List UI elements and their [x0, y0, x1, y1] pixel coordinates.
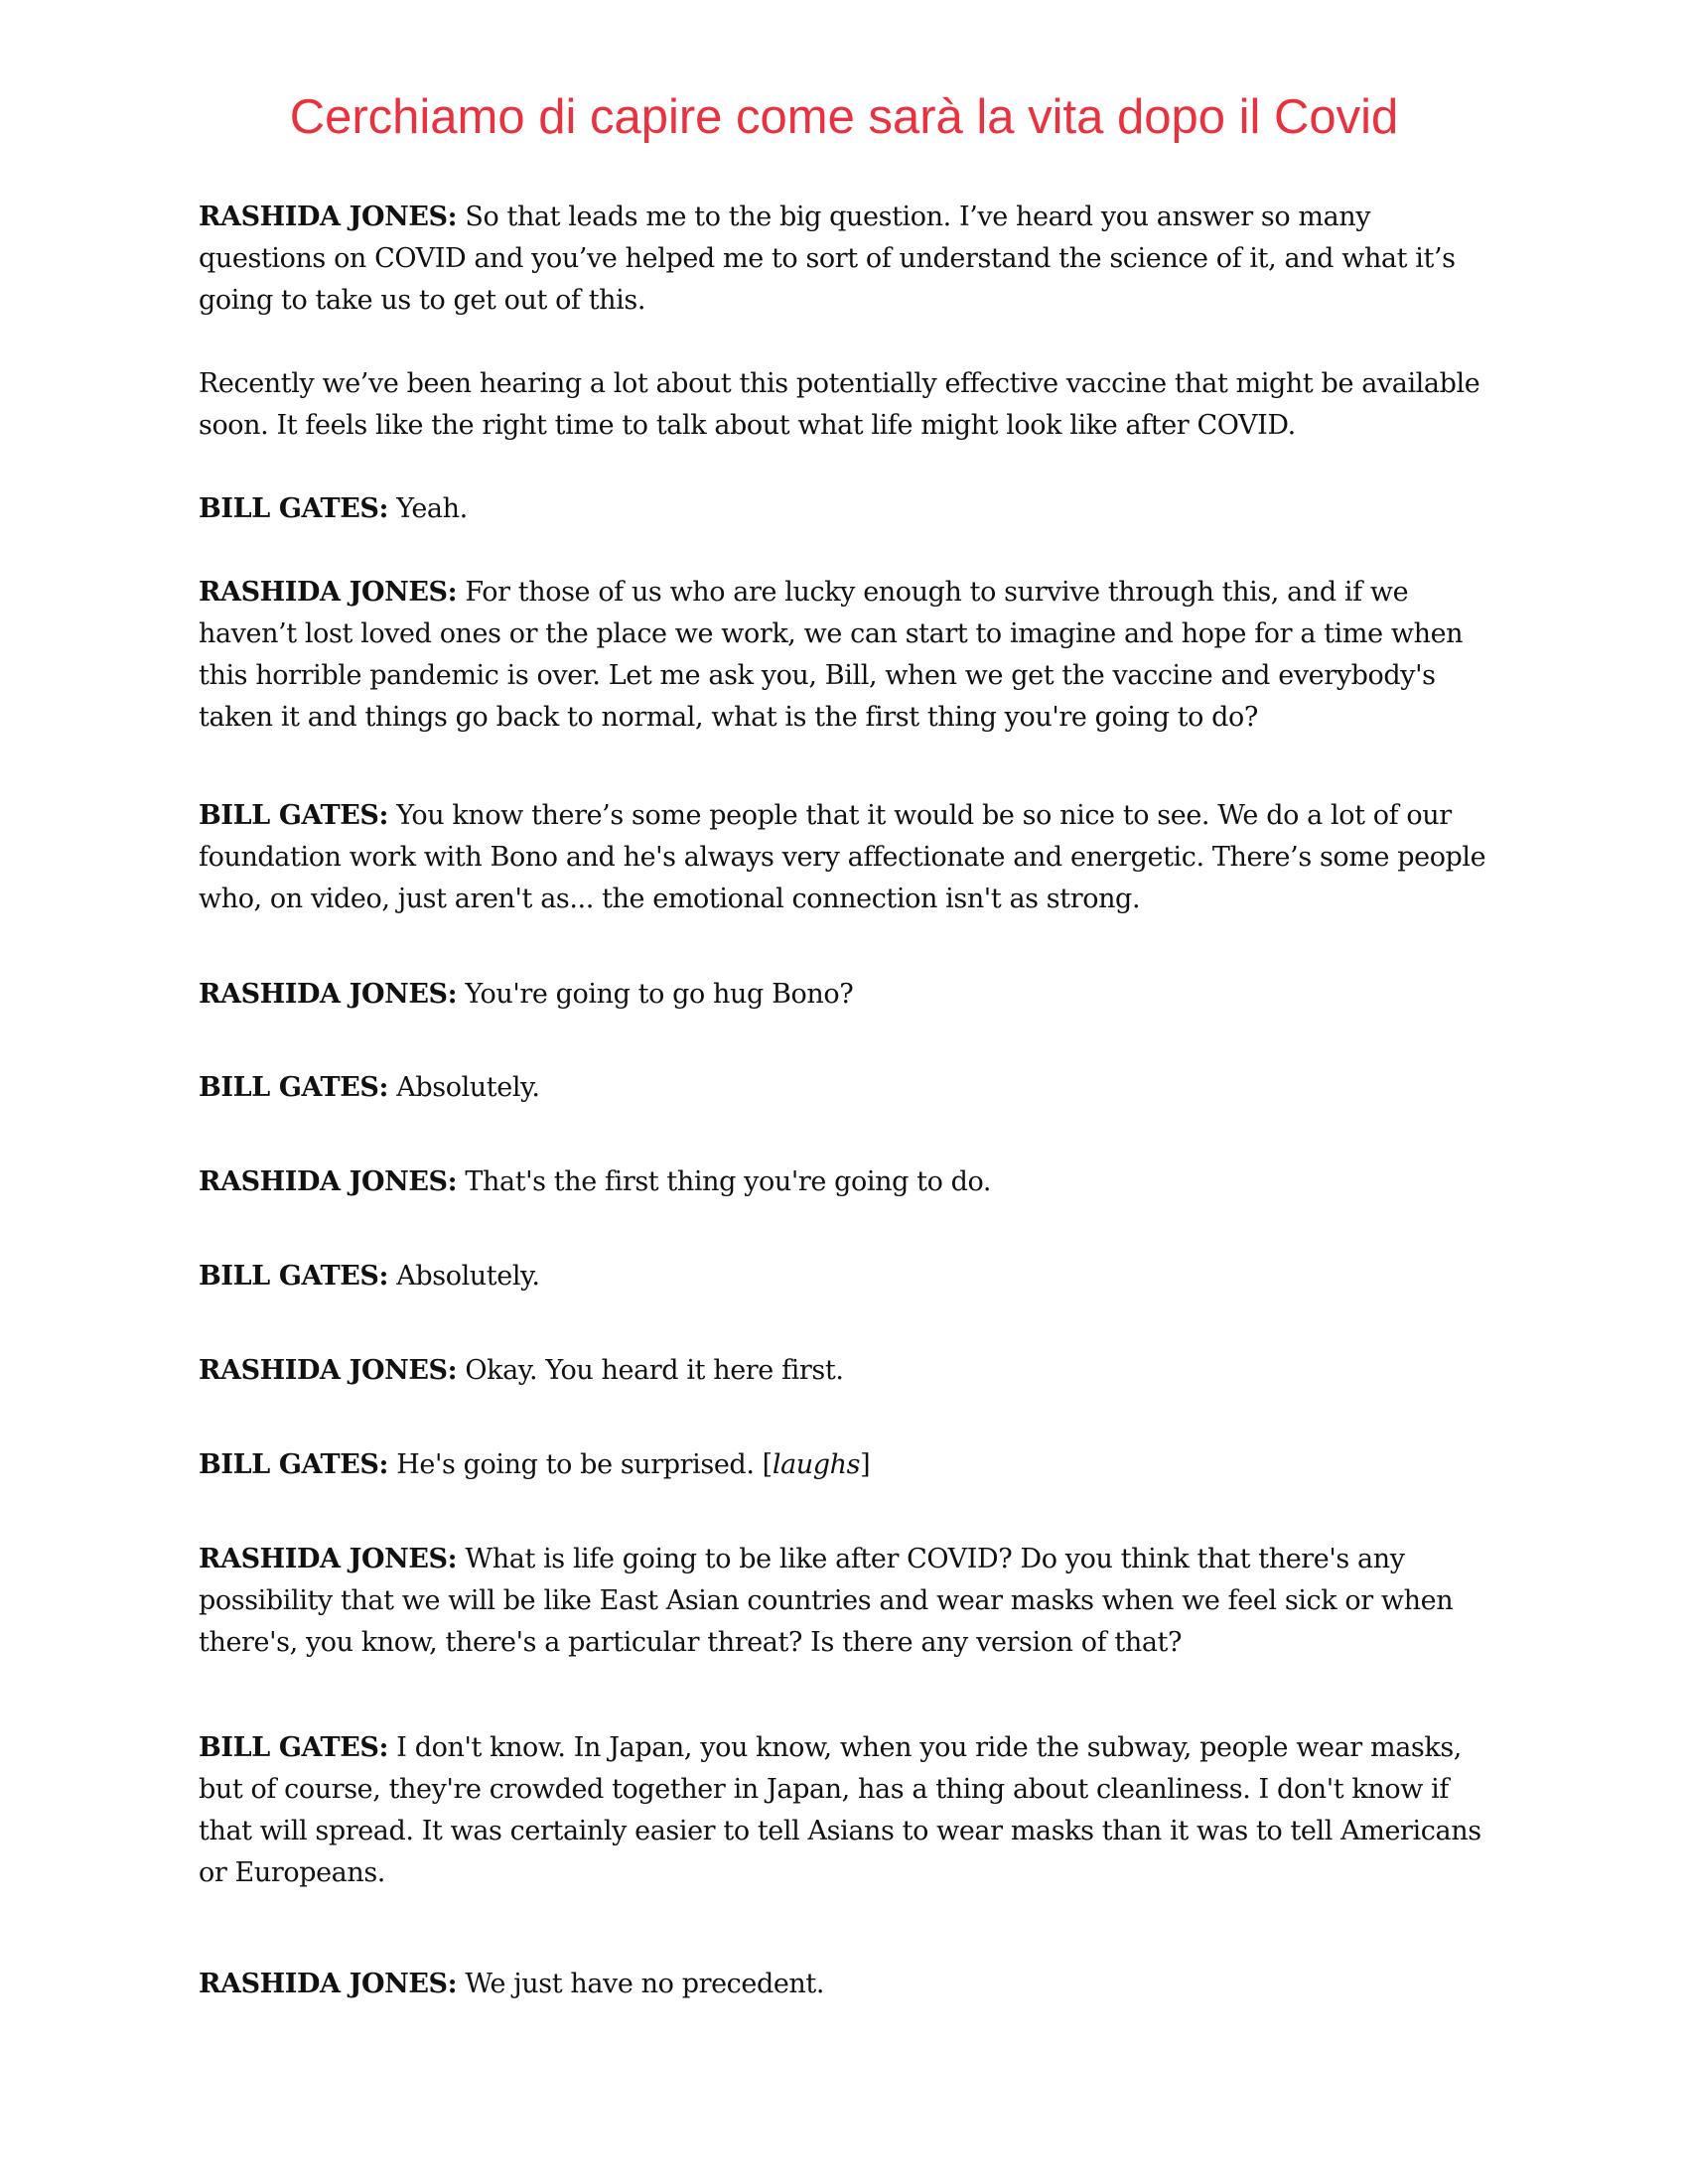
page-title: Cerchiamo di capire come sarà la vita dopo il Covid [289, 90, 1399, 144]
stage-direction: laughs [772, 1449, 861, 1480]
transcript-paragraph [199, 1067, 1489, 1109]
speaker-name: RASHIDA JONES: [199, 577, 458, 608]
transcript-paragraph [199, 1539, 1489, 1664]
transcript-paragraph [199, 1964, 1489, 2005]
speech-text: For those of us who are lucky enough to survive through this, and if we haven’t lost loved ones or the place we work, we can start to imagine and hope for a time when this horrible pandemic is over. Let me ask you, Bill, when we get the vaccine and everybody's taken it and things go back to normal, what is the first thing you're going to do? [199, 577, 1464, 733]
speaker-name: RASHIDA JONES: [199, 1166, 458, 1197]
speaker-name: BILL GATES: [199, 1449, 389, 1480]
speech-text: Absolutely. [388, 1261, 540, 1292]
speech-text: Absolutely. [388, 1072, 540, 1103]
speech-text: We just have no precedent. [457, 1969, 825, 1999]
speech-text: He's going to be surprised. [ [388, 1449, 773, 1480]
speaker-name: BILL GATES: [199, 1732, 389, 1763]
transcript-paragraph [199, 1256, 1489, 1297]
speech-text: Recently we’ve been hearing a lot about this potentially effective vaccine that might be available soon. It feels like the right time to talk about what life might look like after COVID. [199, 368, 1480, 441]
speaker-name: BILL GATES: [199, 493, 389, 524]
speaker-name: RASHIDA JONES: [199, 979, 458, 1010]
speech-text: You know there’s some people that it would be so nice to see. We do a lot of our foundation work with Bono and he's always very affectionate and energetic. There’s some people who, on video, just aren't as... the emotional connection isn't as strong. [199, 800, 1486, 914]
speaker-name: RASHIDA JONES: [199, 1544, 458, 1574]
transcript-paragraph [199, 1727, 1489, 1894]
transcript-paragraph [199, 795, 1489, 920]
transcript-paragraph [199, 1350, 1489, 1392]
speech-text-end: ] [860, 1449, 871, 1480]
speech-text: So that leads me to the big question. I’ve heard you answer so many questions on COVID and you’ve helped me to sort of understand the science of it, and what it’s going to take us to get out of this. [199, 202, 1456, 316]
transcript-paragraph [199, 572, 1489, 739]
transcript-paragraph [199, 974, 1489, 1016]
transcript-paragraph [199, 363, 1489, 447]
speaker-name: BILL GATES: [199, 800, 389, 831]
transcript-paragraph [199, 1161, 1489, 1203]
speech-text: I don't know. In Japan, you know, when you ride the subway, people wear masks, but of course, they're crowded together in Japan, has a thing about cleanliness. I don't know if that will spread. It was certainly easier to tell Asians to wear masks than it was to tell Americans or Europeans. [199, 1732, 1481, 1888]
speaker-name: BILL GATES: [199, 1261, 389, 1292]
speaker-name: RASHIDA JONES: [199, 1355, 458, 1386]
speech-text: You're going to go hug Bono? [457, 979, 854, 1010]
speaker-name: RASHIDA JONES: [199, 1969, 458, 1999]
transcript-paragraph [199, 488, 1489, 530]
speech-text: That's the first thing you're going to do. [457, 1166, 992, 1197]
speaker-name: BILL GATES: [199, 1072, 389, 1103]
speech-text: Okay. You heard it here first. [457, 1355, 844, 1386]
speaker-name: RASHIDA JONES: [199, 202, 458, 232]
transcript-paragraph [199, 1444, 1489, 1486]
transcript-paragraph [199, 197, 1489, 322]
speech-text: What is life going to be like after COVID? Do you think that there's any possibility that we will be like East Asian countries and wear masks when we feel sick or when there's, you know, there's a particular threat? Is there any version of that? [199, 1544, 1454, 1658]
speech-text: Yeah. [388, 493, 468, 524]
